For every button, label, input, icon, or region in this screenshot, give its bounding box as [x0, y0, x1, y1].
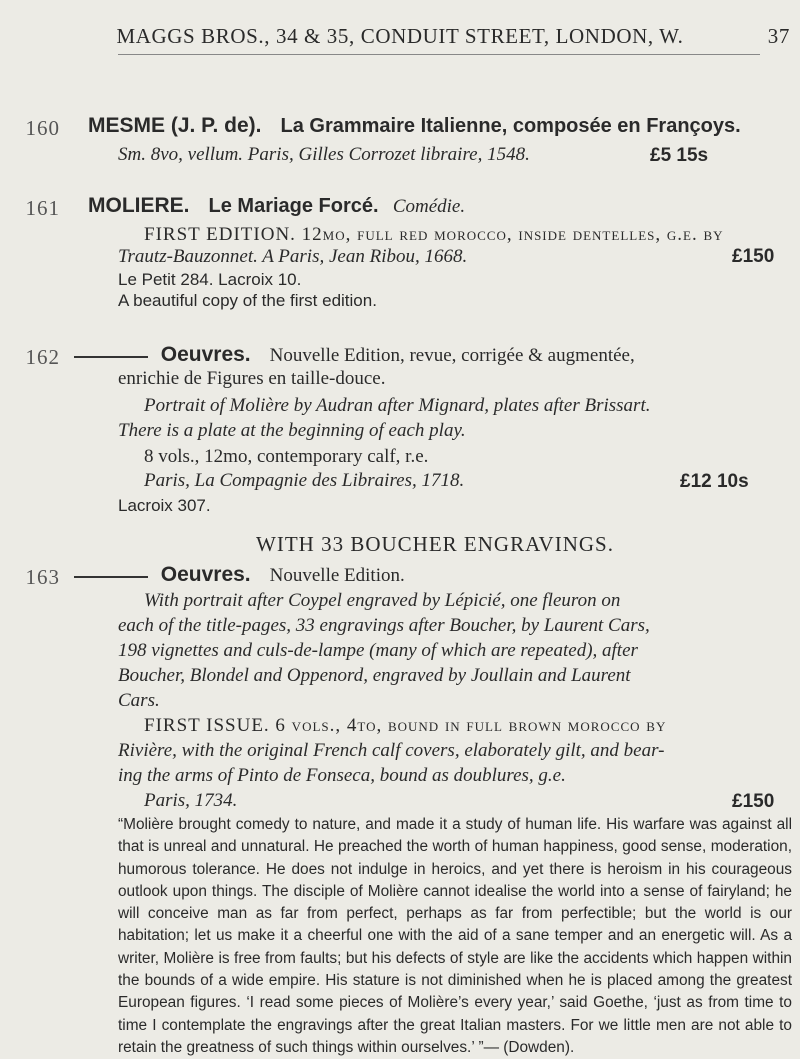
- section-heading: WITH 33 BOUCHER ENGRAVINGS.: [256, 532, 614, 556]
- entry-reference: Lacroix 307.: [118, 496, 211, 515]
- entry-subtitle: Le Mariage Forcé.: [208, 195, 379, 217]
- entry-description: ing the arms of Pinto de Fonseca, bound as doublures, g.e.: [118, 765, 566, 786]
- entry-title: Oeuvres.: [160, 563, 251, 586]
- entry-description: Cars.: [118, 690, 160, 711]
- entry-price: £5 15s: [650, 145, 709, 166]
- entry-imprint: Paris, 1734.: [144, 790, 238, 811]
- entry-description: each of the title-pages, 33 engravings after Boucher, by Laurent Cars,: [118, 615, 650, 636]
- entry-description: Trautz-Bauzonnet. A Paris, Jean Ribou, 1668.: [118, 246, 468, 267]
- ditto-dash: [74, 356, 148, 358]
- entry-edition: Nouvelle Edition.: [269, 565, 405, 586]
- entry-reference: Le Petit 284. Lacroix 10.: [118, 270, 302, 289]
- entry-description: FIRST ISSUE. 6 vols., 4to, bound in full brown morocco by: [144, 715, 667, 736]
- page-number: 37: [767, 24, 790, 48]
- page-header: [0, 24, 800, 49]
- entry-description: With portrait after Coypel engraved by Lépicié, one fleuron on: [144, 590, 621, 611]
- entry-number: 161: [25, 196, 60, 220]
- entry-price: £150: [732, 791, 775, 812]
- entry-subtitle-cont: enrichie de Figures en taille-douce.: [118, 368, 386, 389]
- entry-description: FIRST EDITION. 12mo, full red morocco, inside dentelles, g.e. by: [144, 224, 724, 245]
- entry-heading: [88, 194, 465, 218]
- entry-heading: [88, 114, 741, 138]
- ditto-dash: [74, 576, 148, 578]
- entry-number: 162: [25, 345, 60, 369]
- entry-title: MESME (J. P. de).: [88, 114, 262, 137]
- entry-number: 160: [25, 116, 60, 140]
- entry-subtitle: La Grammaire Italienne, composée en Françoys.: [280, 115, 741, 137]
- entry-heading: [74, 343, 635, 367]
- entry-description: Rivière, with the original French calf covers, elaborately gilt, and bear-: [118, 740, 665, 761]
- entry-imprint: Sm. 8vo, vellum. Paris, Gilles Corrozet libraire, 1548.: [118, 144, 530, 165]
- entry-description: There is a plate at the beginning of each play.: [118, 420, 466, 441]
- entry-price: £12 10s: [680, 471, 749, 492]
- header-title: MAGGS BROS., 34 & 35, CONDUIT STREET, LONDON, W.: [116, 24, 684, 48]
- entry-subtitle: Nouvelle Edition, revue, corrigée & augmentée,: [269, 345, 635, 366]
- entry-heading: [74, 563, 405, 587]
- entry-title: Oeuvres.: [160, 343, 251, 366]
- header-rule: [118, 54, 760, 55]
- entry-title: MOLIERE.: [88, 194, 190, 217]
- entry-description: 8 vols., 12mo, contemporary calf, r.e.: [144, 446, 429, 467]
- entry-description: Portrait of Molière by Audran after Mignard, plates after Brissart.: [144, 395, 651, 416]
- entry-description: 198 vignettes and culs-de-lampe (many of which are repeated), after: [118, 640, 638, 661]
- entry-price: £150: [732, 246, 775, 267]
- entry-description: Boucher, Blondel and Oppenord, engraved by Joullain and Laurent: [118, 665, 631, 686]
- entry-note: A beautiful copy of the first edition.: [118, 291, 377, 310]
- entry-genre: Comédie.: [392, 196, 466, 217]
- entry-quote: “Molière brought comedy to nature, and made it a study of human life. His warfare was against all that is unreal and unnatural. He preached the worth of human happiness, good sense, moderation, humorous tolerance. He does not indulge in heroics, and yet there is heroism in his courageous outlook upon things. The disciple of Molière cannot idealise the world into a sense of fairyland; he will conceive man as far from perfect, perhaps as far from perfectible; but the world is our habitation; let us make it a cheerful one with the aid of a sane temper and an energetic will. As a writer, Molière is free from faults; but his defects of style are like the accidents which happen within the bounds of a wide empire. His stature is not diminished when he is placed among the greatest European figures. ‘I read some pieces of Molière’s every year,’ said Goethe, ‘just as from time to time I contemplate the engravings after the great Italian masters. For we little men are not able to retain the greatness of such things within ourselves.’ ”— (Dowden).: [118, 816, 792, 1056]
- entry-imprint: Paris, La Compagnie des Libraires, 1718.: [144, 470, 465, 491]
- entry-number: 163: [25, 565, 60, 589]
